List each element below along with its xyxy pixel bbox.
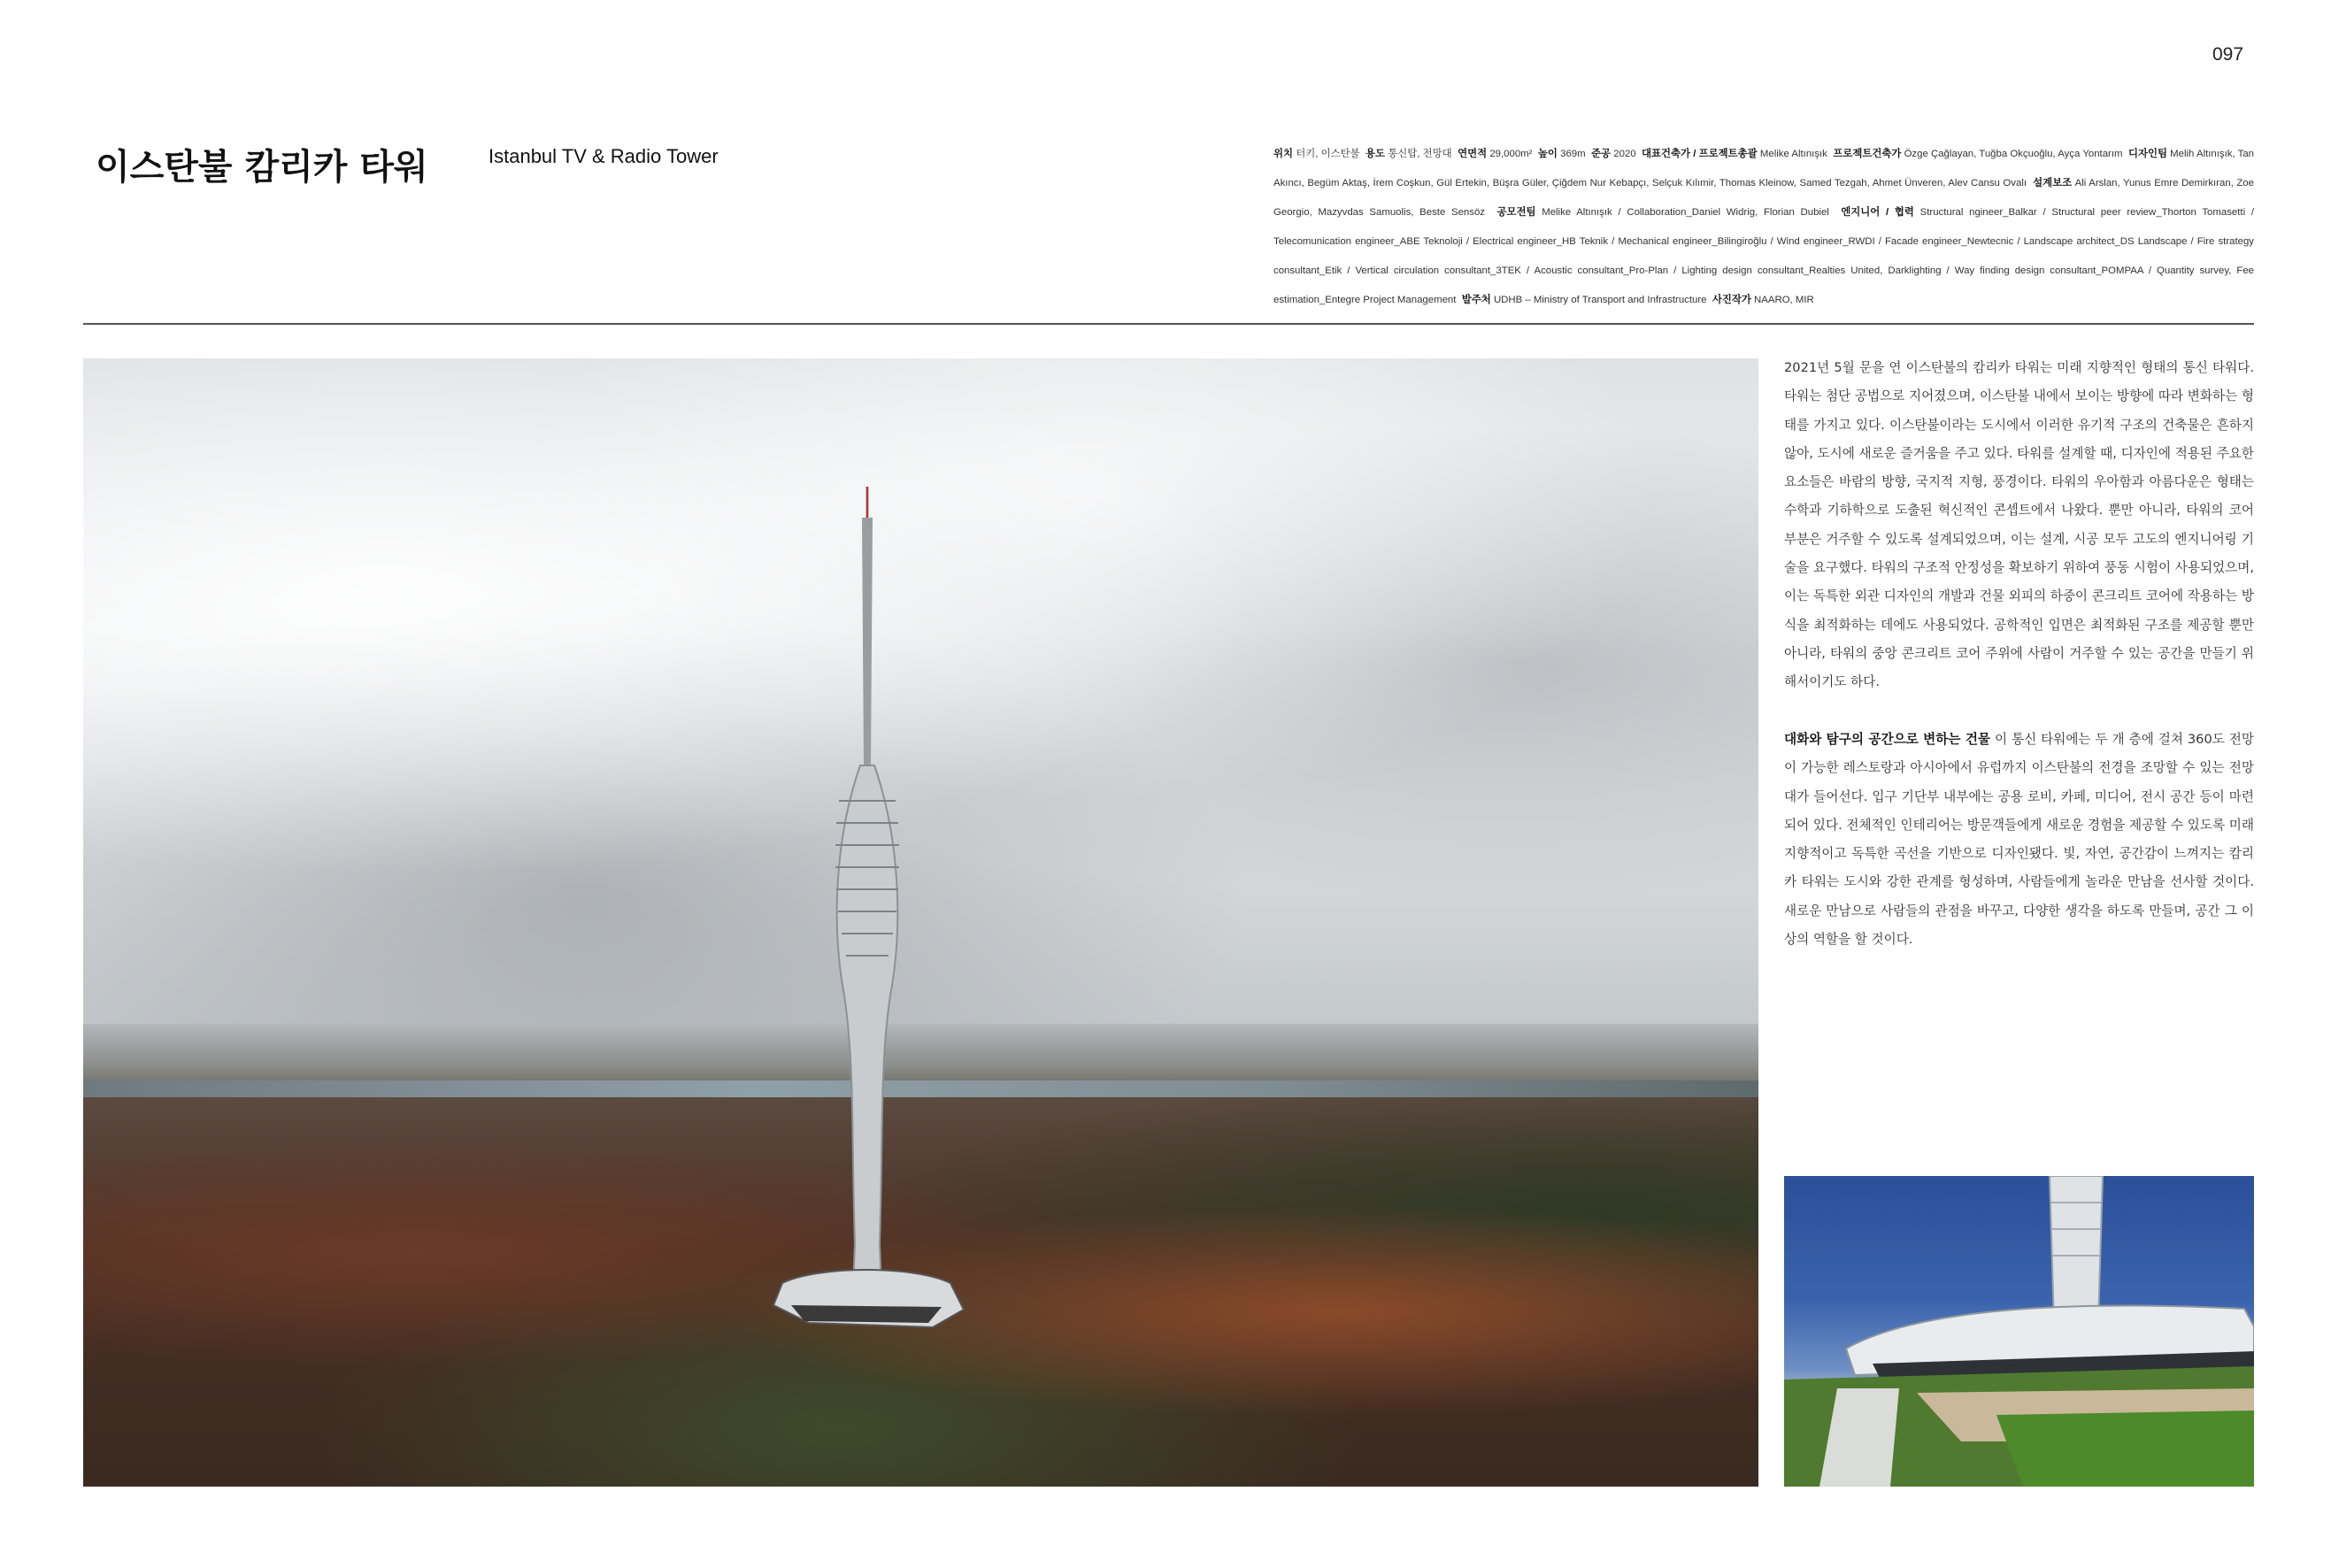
page-number: 097 — [2212, 44, 2244, 65]
credit-value: 369m — [1560, 149, 1586, 159]
credit-label: 프로젝트건축가 — [1833, 149, 1902, 159]
credit-label: 용도 — [1366, 149, 1386, 159]
credit-value: Ali Arslan, Yunus Emre Demirkıran, Zoe Georgio, Mazyvdas Samuolis, Beste Sensöz — [1273, 178, 2254, 218]
credit-value: UDHB – Ministry of Transport and Infrastructure — [1493, 295, 1707, 305]
credit-label: 디자인팀 — [2127, 149, 2167, 159]
credit-label: 대표건축가 / 프로젝트총괄 — [1642, 149, 1758, 159]
credit-value: 2020 — [1613, 149, 1636, 159]
body-paragraph-1: 2021년 5월 문을 연 이스탄불의 캄리카 타워는 미래 지향적인 형태의 통신 타워다. 타워는 첨단 공법으로 지어졌으며, 이스탄불 내에서 보이는 방향에 따라 변화하는 형태를 가지고 있다. 이스탄불이라는 도시에서 이러한 유기적 구조의 건축물은 흔하지 않아, 도시에 새로운 즐거움을 주고 있다. 타워를 설계할 때, 디자인에 적용된 주요한 요소들은 바람의 방향, 국지적 지형, 풍경이다. 타워의 우아함과 아름다운은 형태는 수학과 기하학으로 도출된 혁신적인 콘셉트에서 나왔다. 뿐만 아니라, 타워의 코어 부분은 거주할 수 있도록 설계되었으며, 이는 설계, 시공 모두 고도의 엔지니어링 기술을 요구했다. 타워의 구조적 안정성을 확보하기 위하여 풍동 시험이 사용되었으며, 이는 독특한 외관 디자인의 개발과 건물 외피의 하중이 콘크리트 코어에 작용하는 방식을 최적화하는 데에도 사용되었다. 공학적인 입면은 최적화된 구조를 제공할 뿐만 아니라, 타워의 중앙 콘크리트 코어 주위에 사람이 거주할 수 있는 공간을 만들기 위해서이기도 하다. — [1784, 360, 2254, 690]
main-photo-tower-aerial — [83, 358, 1758, 1487]
credit-value: Özge Çağlayan, Tuğba Okçuoğlu, Ayça Yontarım — [1904, 149, 2123, 159]
credit-value: 29,000m² — [1489, 149, 1533, 159]
secondary-photo-tower-base — [1784, 1176, 2254, 1487]
credit-label: 높이 — [1537, 149, 1558, 159]
credit-value: Structural ngineer_Balkar / Structural peer review_Thorton Tomasetti / Telecomunication engineer_ABE Teknoloji / Electrical engineer_HB Teknik / Mechanical engineer_Bilingiroğlu / Wind engineer_RWDI / Facade engineer_Newtecnic / Landscape architect_DS Landscape / Fire strategy consultant_Etik / Vertical circulation consultant_3TEK / Acoustic consultant_Pro-Plan / Lighting design consultant_Realties United, Darklighting / Way finding design consultant_POMPAA / Quantity survey, Fee estimation_Entegre Project Management — [1273, 207, 2254, 305]
credit-value: Melih Altınışık, Tan Akıncı, Begüm Aktaş, İrem Coşkun, Gül Ertekin, Büşra Güler, Çiğdem Nur Kebapçı, Selçuk Kılımir, Thomas Kleinow, Samed Tezgah, Ahmet Ünveren, Alev Cansu Ovalı — [1273, 149, 2255, 188]
credit-value: 터키, 이스탄불 — [1296, 149, 1360, 159]
tower-illustration — [83, 358, 1758, 1487]
paragraph-heading: 대화와 탐구의 공간으로 변하는 건물 — [1784, 732, 1991, 747]
credit-label: 발주처 — [1461, 295, 1491, 305]
credit-label: 공모전팀 — [1496, 207, 1536, 218]
header-divider — [83, 323, 2254, 325]
credit-value: Melike Altınışık / Collaboration_Daniel Widrig, Florian Dubiel — [1542, 207, 1829, 218]
credit-value: NAARO, MIR — [1754, 295, 1814, 305]
credit-label: 연면적 — [1458, 149, 1488, 159]
credit-label: 사진작가 — [1712, 295, 1751, 305]
credit-label: 엔지니어 / 협력 — [1841, 207, 1914, 218]
title-english: Istanbul TV & Radio Tower — [489, 145, 719, 167]
credit-label: 준공 — [1591, 149, 1612, 159]
credit-value: 통신탑, 전망대 — [1388, 149, 1452, 159]
credit-label: 위치 — [1273, 149, 1294, 159]
credit-value: Melike Altınışık — [1759, 149, 1827, 159]
title-korean: 이스탄불 캄리카 타워 — [96, 147, 428, 188]
paragraph-text: 이 통신 타워에는 두 개 층에 걸쳐 360도 전망이 가능한 레스토랑과 아시아에서 유럽까지 이스탄불의 전경을 조망할 수 있는 전망대가 들어선다. 입구 기단부 내부에는 공용 로비, 카페, 미디어, 전시 공간 등이 마련되어 있다. 전체적인 인테리어는 방문객들에게 새로운 경험을 제공할 수 있도록 미래지향적이고 독특한 곡선을 기반으로 디자인됐다. 빛, 자연, 공간감이 느껴지는 캄리카 타워는 도시와 강한 관계를 형성하며, 사람들에게 놀라운 만남을 선사할 것이다. 새로운 만남으로 사람들의 관점을 바꾸고, 다양한 생각을 하도록 만들며, 공간 그 이상의 역할을 할 것이다. — [1784, 732, 2254, 948]
tower-base-illustration — [1784, 1176, 2254, 1487]
project-credits — [1273, 140, 2254, 315]
body-paragraph-2 — [1784, 726, 2254, 954]
credit-label: 설계보조 — [2033, 178, 2073, 188]
